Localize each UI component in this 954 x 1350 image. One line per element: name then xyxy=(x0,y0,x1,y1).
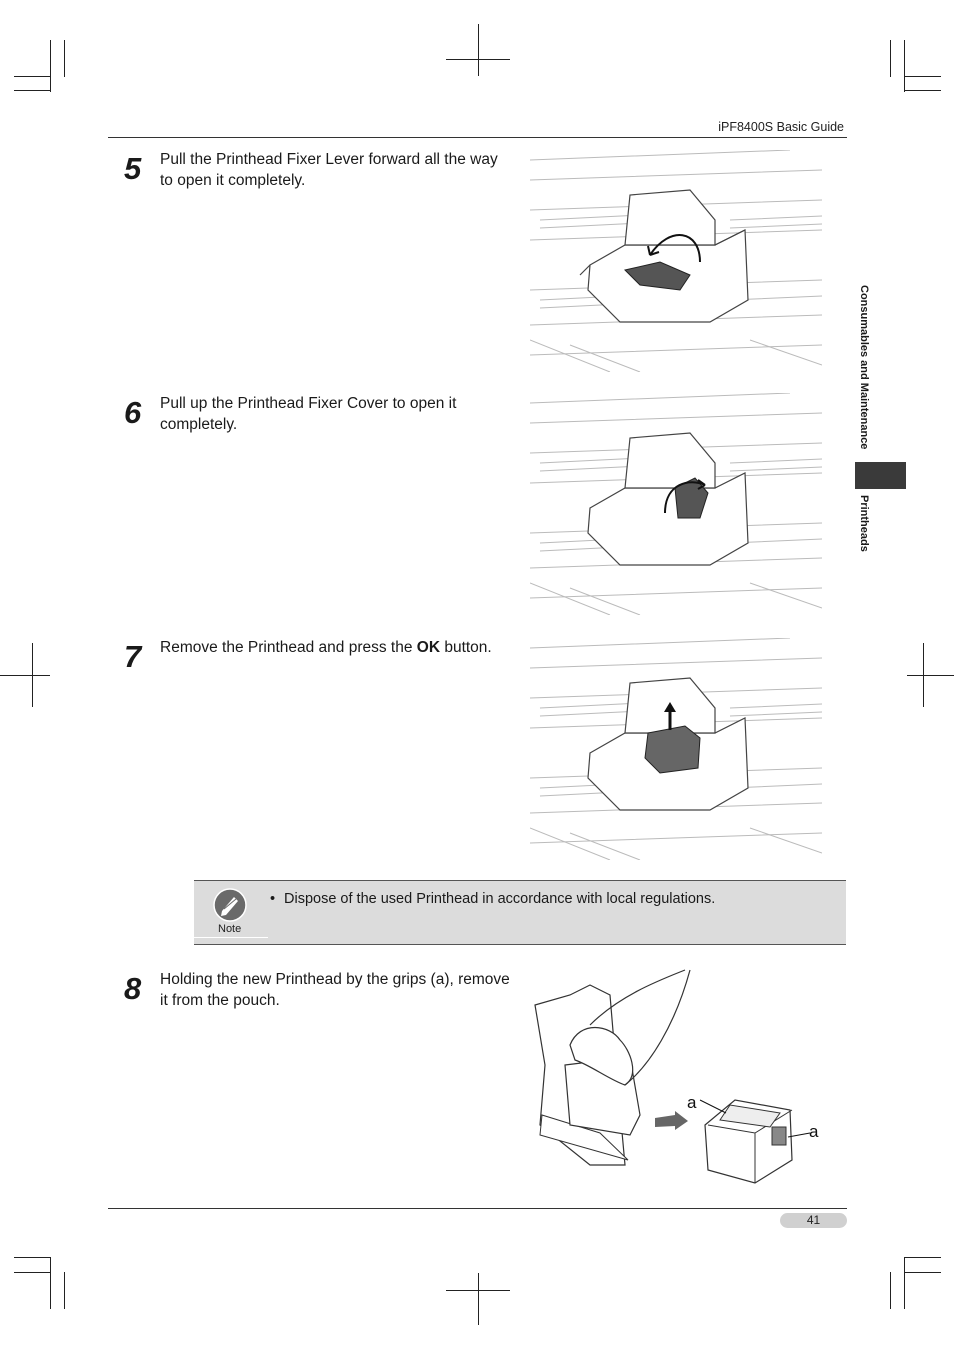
crop-mark xyxy=(50,1257,51,1309)
crop-mark xyxy=(904,1257,941,1258)
step-7-text: Remove the Printhead and press the OK button. xyxy=(160,639,492,656)
sidebar-section-label: Consumables and Maintenance xyxy=(858,285,870,450)
printhead xyxy=(645,726,700,773)
crop-mark xyxy=(14,1257,51,1258)
note-box xyxy=(194,880,846,945)
footer-rule xyxy=(108,1208,847,1209)
crop-mark xyxy=(32,643,33,707)
step-5-text: Pull the Printhead Fixer Lever forward all the way to open it completely. xyxy=(160,151,498,189)
step-6-number: 6 xyxy=(124,395,142,430)
note-bullet: • xyxy=(270,891,276,907)
crop-mark xyxy=(904,40,905,92)
page-number: 41 xyxy=(780,1213,847,1228)
crop-mark xyxy=(904,76,941,77)
crop-mark xyxy=(64,1272,65,1309)
note-label-rule xyxy=(194,937,268,938)
grip-label-a-right: a xyxy=(809,1122,819,1141)
sidebar-subsection-label: Printheads xyxy=(858,495,870,552)
crop-mark xyxy=(0,675,50,676)
step-5-printer-illustration xyxy=(530,150,822,372)
crop-mark xyxy=(478,24,479,76)
crop-mark xyxy=(14,90,51,91)
step-7-printer-illustration xyxy=(530,638,822,860)
step-6-printer-illustration xyxy=(530,393,822,615)
document-title: iPF8400S Basic Guide xyxy=(718,120,844,134)
arrow-right-icon xyxy=(655,1111,688,1130)
step-5-number: 5 xyxy=(124,151,142,186)
note-label: Note xyxy=(218,923,242,935)
crop-mark xyxy=(14,76,51,77)
crop-mark xyxy=(904,90,941,91)
crop-mark xyxy=(890,40,891,77)
crop-mark xyxy=(890,1272,891,1309)
crop-mark xyxy=(14,1272,51,1273)
header-rule xyxy=(108,137,847,138)
crop-mark xyxy=(923,643,924,707)
note-pencil-icon xyxy=(212,887,248,923)
note-text: Dispose of the used Printhead in accordance with local regulations. xyxy=(284,891,716,907)
grip-label-a-left: a xyxy=(687,1093,697,1112)
step-8-text: Holding the new Printhead by the grips (a), remove it from the pouch. xyxy=(160,971,510,1009)
crop-mark xyxy=(64,40,65,77)
step-8-number: 8 xyxy=(124,971,142,1006)
step-7-number: 7 xyxy=(124,639,142,674)
step-6-text: Pull up the Printhead Fixer Cover to open it completely. xyxy=(160,395,457,433)
ok-button-label: OK xyxy=(416,639,441,656)
crop-mark xyxy=(50,40,51,92)
crop-mark xyxy=(904,1257,905,1309)
sidebar-tab-marker xyxy=(855,462,906,489)
crop-mark xyxy=(478,1273,479,1325)
step-8-printhead-pouch-illustration xyxy=(530,965,822,1195)
crop-mark xyxy=(904,1272,941,1273)
crop-mark xyxy=(907,675,954,676)
